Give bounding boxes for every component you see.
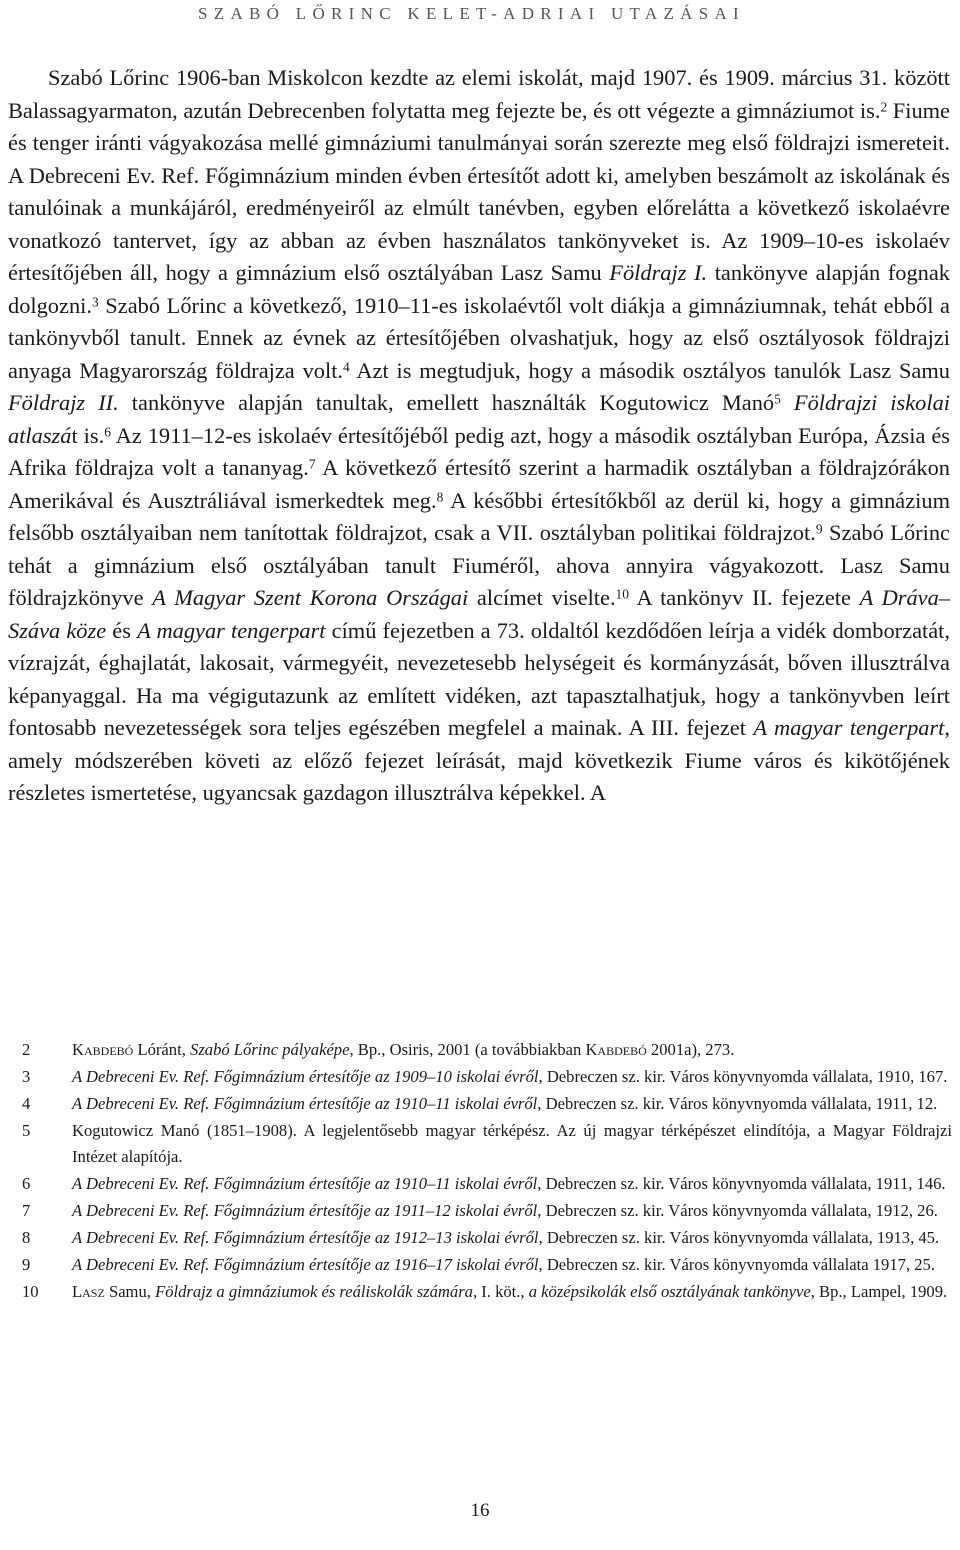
body-paragraph [8,62,950,810]
footnote-text [72,1252,952,1279]
book-title: Szabó Lőrinc pályaképe [190,1040,350,1059]
footnote-text [72,1037,952,1064]
text-span: című fejezetben a 73. oldaltól kezdődően leírja a vidék domborzatát, vízrajzát, éghajlatát, lakosait, vármegyéit, nevezetesebb helységeit és kormányzását, bőven illusztrálva képanyaggal. Ha ma végigutazunk az említett vidéken, azt tapasztalhatjuk, hogy a tankönyvben leírt fontosabb nevezetességek sora teljes egészében megfelel a mainak. A III. fejezet [8,617,950,740]
text-span: t is. [71,422,105,448]
chapter-title: A magyar tengerpart [137,617,326,643]
author-name: Kabdebó [72,1040,134,1059]
text-span: , Debreczen sz. kir. Város könyvnyomda vállalata, 1910, 167. [538,1066,948,1086]
footnote-10 [22,1279,952,1306]
footnote-5 [22,1118,952,1171]
footnote-number: 9 [22,1254,31,1274]
page-number: 16 [470,1500,490,1521]
book-title: A Debreceni Ev. Ref. Főgimnázium értesítője az 1910–11 iskolai évről [72,1174,538,1194]
text-span: , I. köt., [472,1281,529,1301]
footnote-text [72,1225,952,1252]
text-span: , Debreczen sz. kir. Város könyvnyomda vállalata 1917, 25. [538,1254,935,1274]
footnote-3 [22,1064,952,1091]
footnote-text [72,1064,952,1091]
author-name: Lasz [72,1281,105,1301]
book-subtitle: a középsikolák első osztályának tankönyve [528,1281,811,1301]
text-span: , Debreczen sz. kir. Város könyvnyomda vállalata, 1912, 26. [537,1201,938,1221]
book-title: A Debreceni Ev. Ref. Főgimnázium értesítője az 1910–11 iskolai évről [72,1093,538,1113]
main-text [8,62,950,810]
footnote-text: Kogutowicz Manó (1851–1908). A legjelentősebb magyar térképész. Az új magyar térképészet elindítója, a Magyar Földrajzi Intézet alapítója. [72,1120,952,1167]
text-span: 2001a), 273. [646,1040,735,1059]
footnote-7 [22,1198,952,1225]
footnote-8 [22,1225,952,1252]
running-head: SZABÓ LŐRINC KELET-ADRIAI UTAZÁSAI [198,4,745,23]
footnote-text [72,1091,952,1118]
text-span: Szabó Lőrinc tehát a gimnázium első osztályában tanult Fiuméről, ahova annyira vágyakozott. Lasz Samu földrajzkönyve [8,520,950,610]
book-title: A Debreceni Ev. Ref. Főgimnázium értesítője az 1916–17 iskolai évről [72,1254,539,1274]
footnote-number: 8 [22,1228,31,1248]
text-span: A későbbi értesítőkből az derül ki, hogy a gimnázium felsőbb osztályaiban nem tanítottak földrajzot, csak a VII. osztályban politikai földrajzot. [8,487,950,545]
book-title: A Debreceni Ev. Ref. Főgimnázium értesítője az 1911–12 iskolai évről [72,1201,538,1221]
footnote-2 [22,1037,952,1064]
footnote-ref: 9 [815,521,823,537]
text-span: Samu, [104,1281,156,1301]
footnote-text [72,1171,952,1198]
text-span [781,390,794,415]
footnote-ref: 6 [104,423,111,439]
book-title: A Magyar Szent Korona Országai [152,585,469,610]
chapter-title: A Dráva–Száva köze [8,585,951,643]
footnote-number: 5 [22,1120,31,1140]
text-span: Azt is megtudjuk, hogy a második osztályos tanulók Lasz Samu [349,357,950,383]
chapter-title: A magyar tengerpart [753,715,945,740]
footnote-ref: 4 [343,358,350,374]
text-span: alcímet viselte. [468,585,616,610]
footnote-9 [22,1252,952,1279]
book-title: A Debreceni Ev. Ref. Főgimnázium értesítője az 1912–13 iskolai évről [72,1228,539,1248]
text-span: , Bp., Lampel, 1909. [810,1281,948,1301]
footnote-ref: 7 [308,456,316,472]
footnotes [22,1037,952,1306]
footnote-number: 10 [22,1281,39,1301]
book-title: Földrajz a gimnáziumok és reáliskolák számára [155,1281,473,1301]
footnote-ref: 10 [615,586,629,602]
footnote-ref: 8 [436,488,444,504]
footnote-number: 2 [22,1040,31,1059]
footnote-ref: 5 [774,391,781,407]
text-span: , Debreczen sz. kir. Város könyvnyomda vállalata, 1911, 146. [537,1174,946,1194]
footnote-number: 7 [22,1201,31,1221]
text-span: , amely módszerében követi az előző fejezet leírását, majd következik Fiume város és kikötőjének részletes ismertetése, ugyancsak gazdagon illusztrálva képekkel. A [8,715,950,805]
text-span: Szabó Lőrinc 1906-ban Miskolcon kezdte az elemi iskolát, majd 1907. és 1909. március 31. között Balassagyarmaton, azután Debrecenben folytatta meg fejezte be, és ott végezte a gimnáziumot is. [8,65,950,123]
book-title: Földrajz I. [609,260,708,285]
text-span: Az 1911–12-es iskolaév értesítőjéből pedig azt, hogy a második osztályban Európa, Ázsia és Afrika földrajza volt a tananyag. [8,422,951,480]
text-span: , Bp., Osiris, 2001 (a továbbiakban [349,1040,586,1059]
text-span: Szabó Lőrinc a következő, 1910–11-es iskolaévtől volt diákja a gimnáziumnak, tehát ebből a tankönyvből tanult. Ennek az évnek az értesítőjében olvashatjuk, hogy az első osztályosok földrajzi anyaga Magyarország földrajza volt. [8,292,950,383]
author-name: Kabdebó [585,1040,647,1059]
book-title: A Debreceni Ev. Ref. Főgimnázium értesítője az 1909–10 iskolai évről [72,1066,539,1086]
text-span: és [106,617,138,643]
footnote-ref: 3 [91,293,99,309]
text-span: , Debreczen sz. kir. Város könyvnyomda vállalata, 1913, 45. [538,1228,940,1248]
book-title: Földrajzi iskolai atlaszá [8,390,951,448]
footnote-number: 6 [22,1174,31,1194]
text-span: Fiume és tenger iránti vágyakozása mellé gimnáziumi tanulmányai során szerezte meg első földrajzi ismereteit. A Debreceni Ev. Ref. Főgimnázium minden évben értesítőt adott ki, amelyben beszámolt az iskolának és tanulóinak a munkájáról, eredményeiről az elmúlt tanévben, egyben előrelátta a következő iskolaévre vonatkozó tantervet, így az abban az évben használatos tankönyveket is. Az 1909–10-es iskolaév értesítőjében áll, hogy a gimnázium első osztályában Lasz Samu [8,97,950,285]
footnote-number: 4 [22,1093,31,1113]
footnote-4 [22,1091,952,1118]
footnote-6 [22,1171,952,1198]
text-span: tankönyve alapján tanultak, emellett használták Kogutowicz Manó [118,390,775,415]
text-span: Lóránt, [133,1040,191,1059]
book-title: Földrajz II. [8,390,119,415]
text-span: , Debreczen sz. kir. Város könyvnyomda vállalata, 1911, 12. [537,1093,938,1113]
footnote-number: 3 [22,1066,31,1086]
text-span: tankönyve alapján fognak dolgozni. [8,260,950,318]
text-span: A tankönyv II. fejezete [628,585,860,610]
footnote-text [72,1198,952,1225]
text-span: A következő értesítő szerint a harmadik osztályban a földrajzórákon Amerikával és Ausztráliával ismerkedtek meg. [8,455,951,513]
footnote-ref: 2 [880,98,888,114]
footnote-text [72,1279,952,1306]
